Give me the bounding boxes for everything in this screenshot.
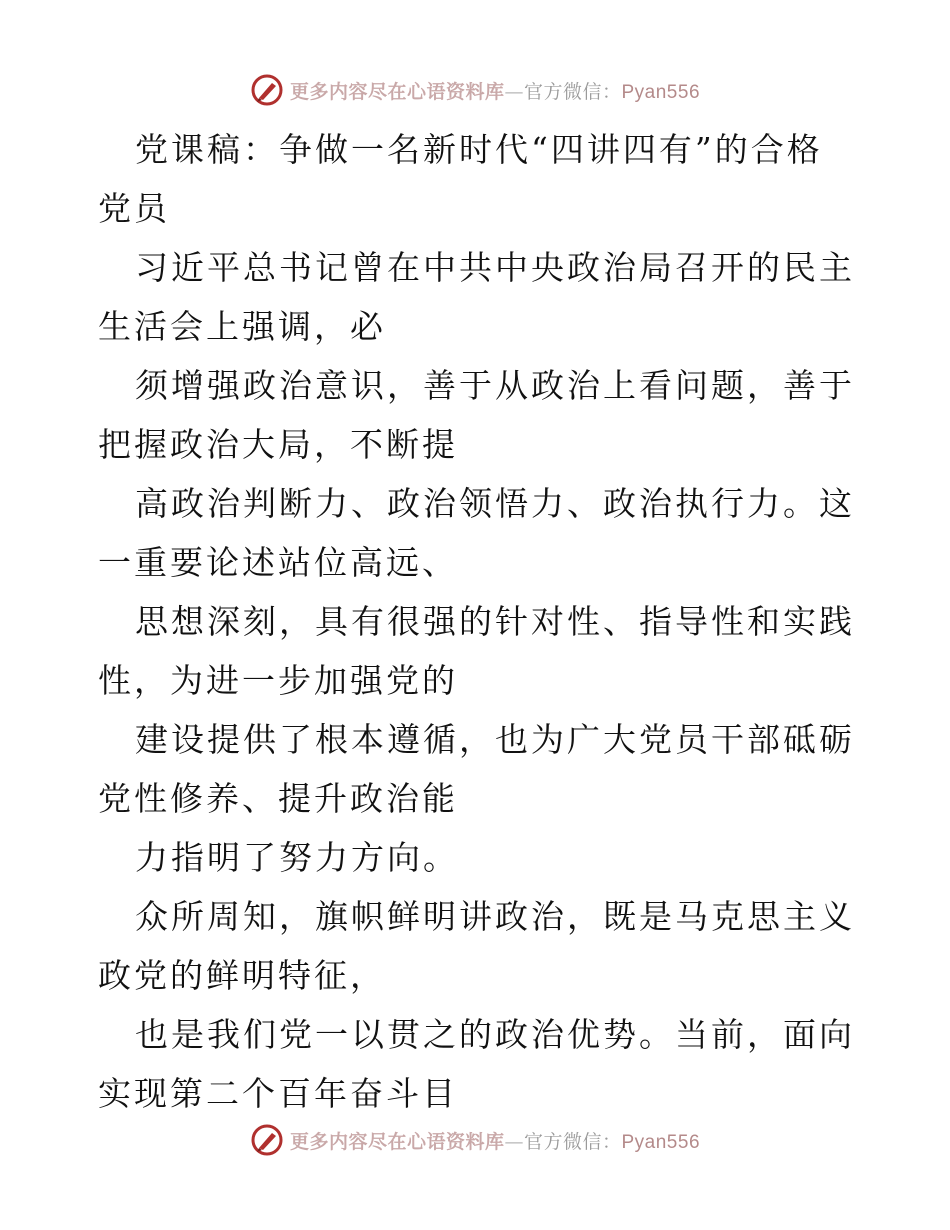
document-title: 党课稿：争做一名新时代“四讲四有”的合格党员 (98, 130, 823, 228)
watermark-text: 更多内容尽在心语资料库—官方微信：Pyan556 (289, 80, 701, 103)
paragraph-line: 建设提供了根本遵循，也为广大党员干部砥砺党性修养、提升政治能 (98, 720, 855, 818)
watermark-text: 更多内容尽在心语资料库—官方微信：Pyan556 (289, 1130, 701, 1153)
paragraph-line: 习近平总书记曾在中共中央政治局召开的民主生活会上强调，必 (98, 248, 855, 346)
document-body (98, 120, 858, 1123)
paragraph-line: 也是我们党一以贯之的政治优势。当前，面向实现第二个百年奋斗目 (98, 1015, 855, 1113)
paragraph-line: 思想深刻，具有很强的针对性、指导性和实践性，为进一步加强党的 (98, 602, 855, 700)
footer-watermark (0, 1120, 950, 1160)
paragraph-line: 众所周知，旗帜鲜明讲政治，既是马克思主义政党的鲜明特征， (98, 897, 855, 995)
paragraph-line: 须增强政治意识，善于从政治上看问题，善于把握政治大局，不断提 (98, 366, 855, 464)
pen-logo-icon (250, 1123, 284, 1157)
paragraph-line: 力指明了努力方向。 (135, 838, 459, 877)
pen-logo-icon (250, 73, 284, 107)
paragraph-line: 高政治判断力、政治领悟力、政治执行力。这一重要论述站位高远、 (98, 484, 855, 582)
header-watermark (0, 70, 950, 110)
